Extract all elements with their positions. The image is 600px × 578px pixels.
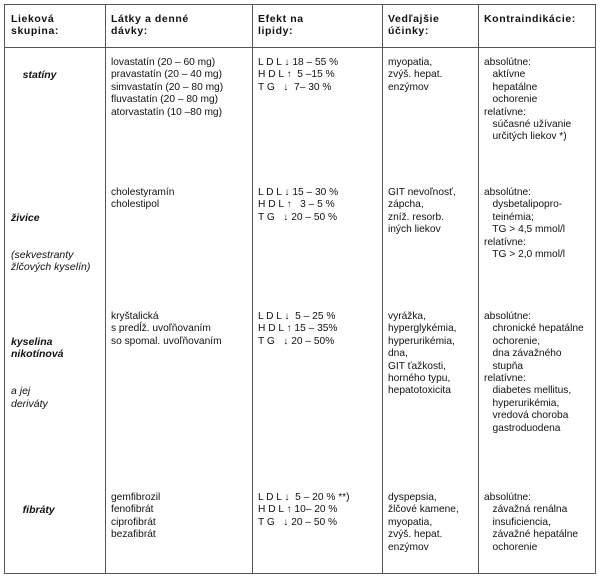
- effect-cell: L D L ↓ 15 – 30 % H D L ↑ 3 – 5 % T G ↓ 20 – 50 %: [258, 187, 339, 223]
- effect-cell: L D L ↓ 5 – 20 % **) H D L ↑ 10– 20 % T G ↓ 20 – 50 %: [258, 492, 350, 528]
- header-substances: Látky a denné dávky:: [111, 13, 189, 38]
- group-name: kyselina nikotínová: [11, 335, 64, 361]
- contraindications-cell: absolútne: chronické hepatálne ochorenie, dna závažného stupňa relatívne: diabetes mellitus, hyperurikémia, vredová choroba gastroduodena: [484, 311, 584, 434]
- table-row-group: [11, 311, 64, 435]
- side-effects-cell: dyspepsia, žlčové kamene, myopatia, zvýš. hepat. enzýmov: [388, 492, 459, 553]
- column-divider: [252, 5, 253, 573]
- effect-cell: L D L ↓ 5 – 25 % H D L ↑ 15 – 35% T G ↓ 20 – 50%: [258, 311, 338, 347]
- group-name: živice: [11, 211, 40, 224]
- side-effects-cell: GIT nevoľnosť, zápcha, zníž. resorb. iných liekov: [388, 187, 456, 236]
- table-row-group: [11, 492, 55, 529]
- effect-cell: L D L ↓ 18 – 55 % H D L ↑ 5 –15 % T G ↓ 7– 30 %: [258, 57, 339, 93]
- column-divider: [382, 5, 383, 573]
- header-side-effects: Vedľajšie účinky:: [388, 13, 440, 38]
- column-divider: [478, 5, 479, 573]
- column-divider: [105, 5, 106, 573]
- header-drug-group: Lieková skupina:: [11, 13, 59, 38]
- group-name: fibráty: [22, 504, 55, 517]
- drugs-cell: lovastatín (20 – 60 mg) pravastatín (20 – 40 mg) simvastatín (20 – 80 mg) fluvastatín (20 – 80 mg) atorvastatín (10 –80 mg): [111, 57, 224, 118]
- side-effects-cell: myopatia, zvýš. hepat. enzýmov: [388, 57, 443, 93]
- group-subtitle: a jej deriváty: [11, 385, 48, 410]
- table-row-group: [11, 57, 57, 94]
- drug-table: [4, 4, 596, 574]
- group-subtitle: (sekvestranty žlčových kyselín): [11, 249, 91, 274]
- drugs-cell: kryštalická s predĺž. uvoľňovaním so spomal. uvoľňovaním: [111, 311, 222, 347]
- header-divider: [5, 47, 595, 48]
- contraindications-cell: absolútne: aktívne hepatálne ochorenie relatívne: súčasné užívanie určitých liekov *): [484, 57, 572, 143]
- header-lipid-effect: Efekt na lipidy:: [258, 13, 304, 38]
- contraindications-cell: absolútne: dysbetalipopro- teinémia; TG > 4,5 mmol/l relatívne: TG > 2,0 mmol/l: [484, 187, 566, 261]
- drugs-cell: cholestyramín cholestipol: [111, 187, 175, 211]
- header-contraindications: Kontraindikácie:: [484, 13, 576, 25]
- group-name: statíny: [22, 69, 57, 82]
- contraindications-cell: absolútne: závažná renálna insuficiencia, závažné hepatálne ochorenie: [484, 492, 579, 553]
- side-effects-cell: vyrážka, hyperglykémia, hyperurikémia, dna, GIT ťažkosti, horného typu, hepatotoxicita: [388, 311, 457, 397]
- drugs-cell: gemfibrozil fenofibrát ciprofibrát bezafibrát: [111, 492, 161, 541]
- table-row-group: [11, 187, 90, 299]
